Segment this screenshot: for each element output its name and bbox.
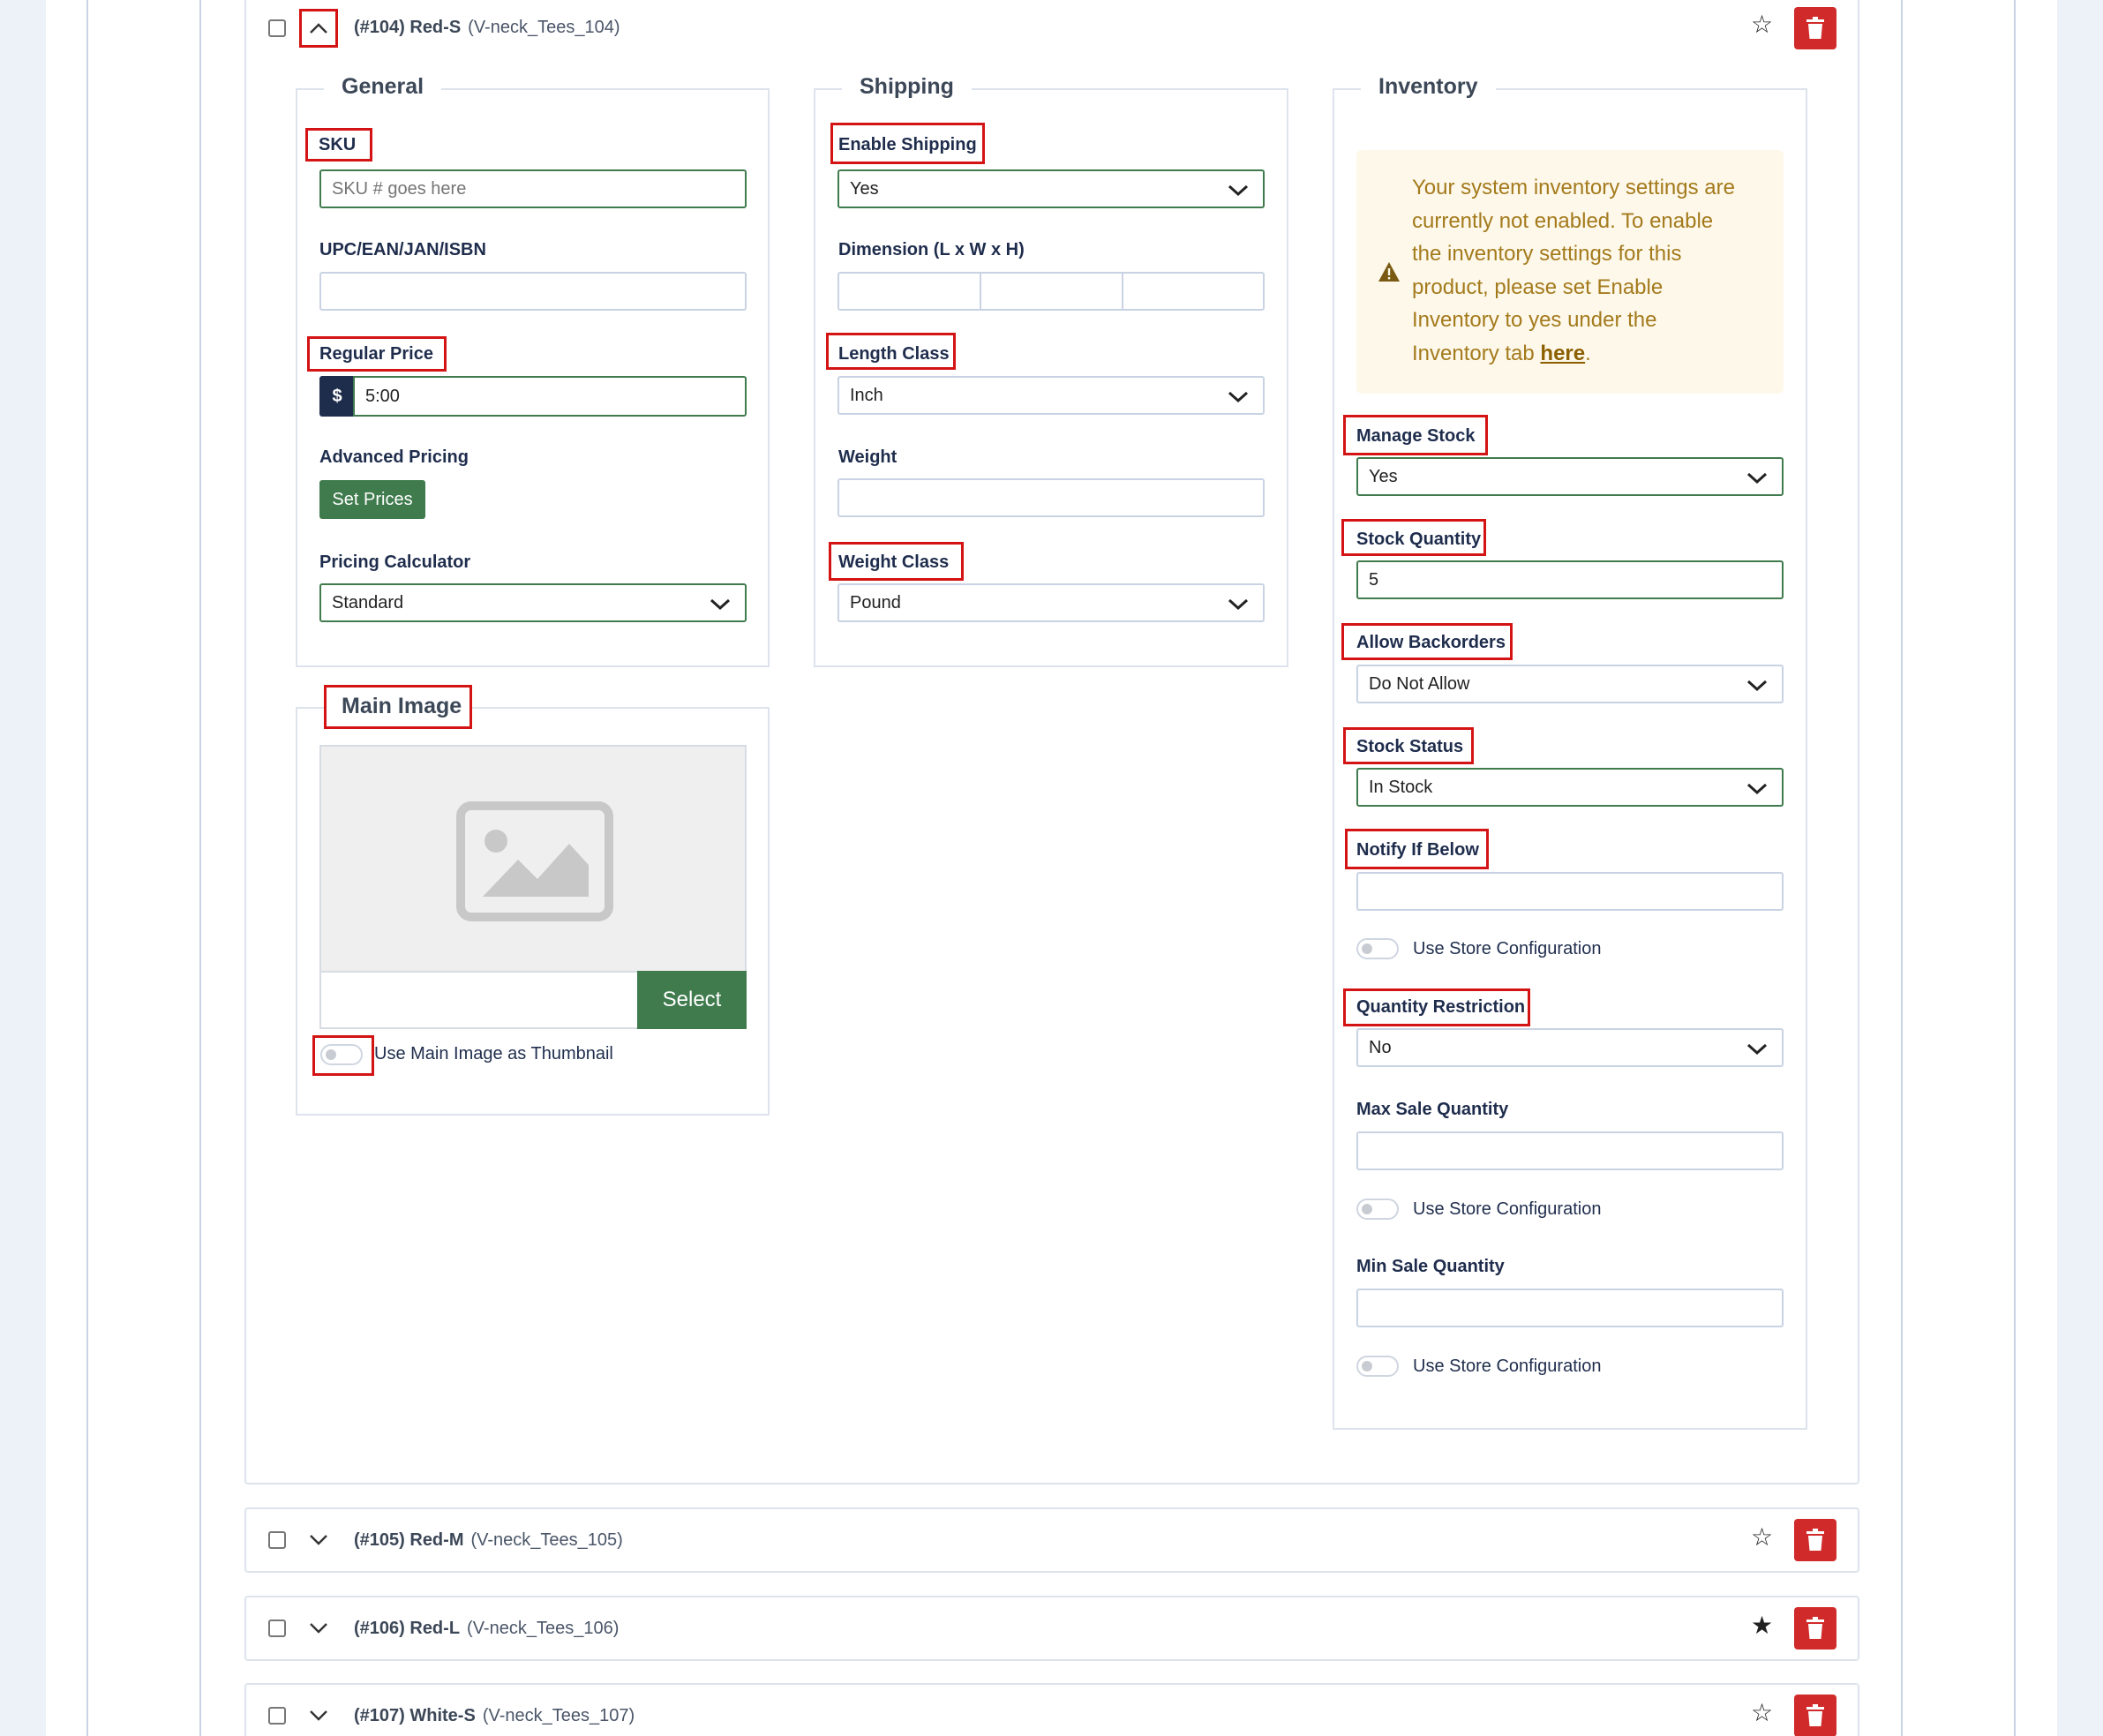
stock-status-select[interactable] [1356,768,1784,807]
star-filled-icon[interactable]: ★ [1751,1612,1774,1639]
enable-shipping-select[interactable] [837,169,1265,208]
divider-right-outer [2014,0,2016,1736]
sku-label: SKU [319,135,357,154]
alert-line: product, please set Enable [1412,274,1664,299]
stock-quantity-input[interactable]: 5 [1356,560,1784,599]
inventory-alert [1356,150,1784,394]
pricing-calculator-value: Standard [332,592,404,612]
alert-line-last [1412,337,1774,371]
set-prices-button[interactable]: Set Prices [319,480,425,519]
delete-button[interactable] [1794,1519,1836,1561]
trash-icon [1806,17,1825,40]
dimension-length-input[interactable] [837,272,981,311]
chevron-down-icon [1745,1037,1769,1060]
variant-id: (#107) White-S [354,1706,476,1725]
sku-input[interactable] [319,169,747,208]
weight-label: Weight [838,447,898,467]
dimension-label: Dimension (L x W x H) [838,240,1025,259]
alert-last-prefix: Inventory tab [1412,341,1541,365]
regular-price-label: Regular Price [319,344,433,364]
weight-class-select[interactable] [837,583,1265,622]
image-path-field[interactable] [319,971,639,1029]
chevron-down-icon [1226,178,1251,201]
regular-price-currency: $ [319,376,355,417]
advanced-pricing-label: Advanced Pricing [319,447,469,467]
main-image-legend: Main Image [342,694,462,718]
divider-left-inner [199,0,201,1736]
quantity-restriction-select[interactable] [1356,1028,1784,1067]
alert-line: Your system inventory settings are [1412,176,1735,199]
variant-id: (#106) Red-L [354,1619,461,1638]
variant-row[interactable] [244,1507,1859,1573]
variant-sku-code: (V-neck_Tees_105) [470,1530,623,1550]
weight-class-value: Pound [850,592,901,612]
image-preview [319,745,747,973]
regular-price-input[interactable]: 5:00 [353,376,747,417]
max-sale-store-config-toggle[interactable] [1356,1199,1399,1220]
variant-checkbox[interactable] [268,19,286,37]
chevron-down-icon [309,1710,328,1722]
inventory-alert-message [1412,171,1774,370]
expand-toggle[interactable] [299,1609,338,1648]
notify-store-config-toggle[interactable] [1356,938,1399,959]
variant-row[interactable] [244,1683,1859,1736]
weight-class-label: Weight Class [838,552,950,572]
variant-checkbox[interactable] [268,1620,286,1637]
variant-checkbox[interactable] [268,1531,286,1549]
weight-input[interactable] [837,478,1265,517]
chevron-up-icon [309,22,328,34]
collapse-toggle[interactable] [299,9,338,48]
star-outline-icon[interactable]: ☆ [1751,1699,1774,1726]
select-image-button[interactable]: Select [637,971,747,1029]
thumbnail-toggle-label: Use Main Image as Thumbnail [374,1044,613,1063]
divider-right-inner [1901,0,1903,1736]
expand-toggle[interactable] [299,1521,338,1559]
alert-line: currently not enabled. To enable [1412,208,1714,233]
alert-line: the inventory settings for this [1412,242,1682,266]
quantity-restriction-value: No [1369,1037,1392,1057]
length-class-label: Length Class [838,344,950,364]
star-outline-icon[interactable]: ☆ [1751,11,1774,38]
max-sale-store-config-label: Use Store Configuration [1413,1199,1602,1219]
stock-status-label: Stock Status [1356,737,1464,756]
delete-button[interactable] [1794,7,1836,49]
enable-shipping-value: Yes [850,178,879,199]
upc-input[interactable] [319,272,747,311]
variant-title [354,1706,635,1726]
quantity-restriction-label: Quantity Restriction [1356,997,1526,1017]
chevron-down-icon [1745,777,1769,800]
dimension-height-input[interactable] [1122,272,1265,311]
chevron-down-icon [1745,466,1769,489]
allow-backorders-select[interactable] [1356,665,1784,703]
stock-status-value: In Stock [1369,777,1433,797]
max-sale-input[interactable] [1356,1131,1784,1170]
alert-last-suffix: . [1585,341,1591,365]
manage-stock-label: Manage Stock [1356,426,1476,446]
chevron-down-icon [708,592,732,615]
variant-title [354,1530,623,1551]
trash-icon [1806,1617,1825,1640]
length-class-select[interactable] [837,376,1265,415]
variant-sku-code: (V-neck_Tees_104) [468,18,620,37]
variant-row[interactable] [244,1596,1859,1661]
alert-line: Inventory to yes under the [1412,308,1657,332]
min-sale-input[interactable] [1356,1289,1784,1327]
allow-backorders-label: Allow Backorders [1356,633,1506,652]
notify-label: Notify If Below [1356,840,1479,860]
star-outline-icon[interactable]: ☆ [1751,1523,1774,1551]
variant-id: (#105) Red-M [354,1530,464,1550]
image-placeholder-icon [456,801,613,921]
chevron-down-icon [1745,673,1769,696]
chevron-down-icon [1226,385,1251,408]
chevron-down-icon [309,1534,328,1546]
variant-sku-code: (V-neck_Tees_107) [482,1706,635,1725]
divider-left-outer [86,0,88,1736]
stock-quantity-label: Stock Quantity [1356,530,1482,549]
variant-checkbox[interactable] [268,1707,286,1725]
delete-button[interactable] [1794,1695,1836,1736]
delete-button[interactable] [1794,1607,1836,1650]
pricing-calculator-select[interactable] [319,583,747,622]
upc-label: UPC/EAN/JAN/ISBN [319,240,486,259]
variant-title [354,18,620,38]
min-sale-store-config-toggle[interactable] [1356,1356,1399,1377]
min-sale-label: Min Sale Quantity [1356,1257,1505,1276]
warning-icon [1378,261,1401,282]
notify-input[interactable] [1356,872,1784,911]
thumbnail-toggle[interactable] [320,1044,363,1065]
variant-title [354,1619,619,1639]
notify-store-config-label: Use Store Configuration [1413,939,1602,958]
enable-shipping-label: Enable Shipping [838,135,977,154]
expand-toggle[interactable] [299,1696,338,1735]
inventory-legend: Inventory [1361,74,1496,100]
inventory-tab-link[interactable]: here [1540,341,1586,365]
manage-stock-value: Yes [1369,466,1398,486]
general-legend: General [324,74,441,100]
allow-backorders-value: Do Not Allow [1369,673,1470,694]
variant-sku-code: (V-neck_Tees_106) [467,1619,620,1638]
chevron-down-icon [309,1622,328,1635]
dimension-width-input[interactable] [980,272,1123,311]
length-class-value: Inch [850,385,883,405]
trash-icon [1806,1704,1825,1727]
chevron-down-icon [1226,592,1251,615]
shipping-legend: Shipping [842,74,972,100]
trash-icon [1806,1529,1825,1552]
variant-id: (#104) Red-S [354,18,462,37]
manage-stock-select[interactable] [1356,457,1784,496]
min-sale-store-config-label: Use Store Configuration [1413,1356,1602,1376]
pricing-calculator-label: Pricing Calculator [319,552,471,572]
max-sale-label: Max Sale Quantity [1356,1100,1509,1119]
